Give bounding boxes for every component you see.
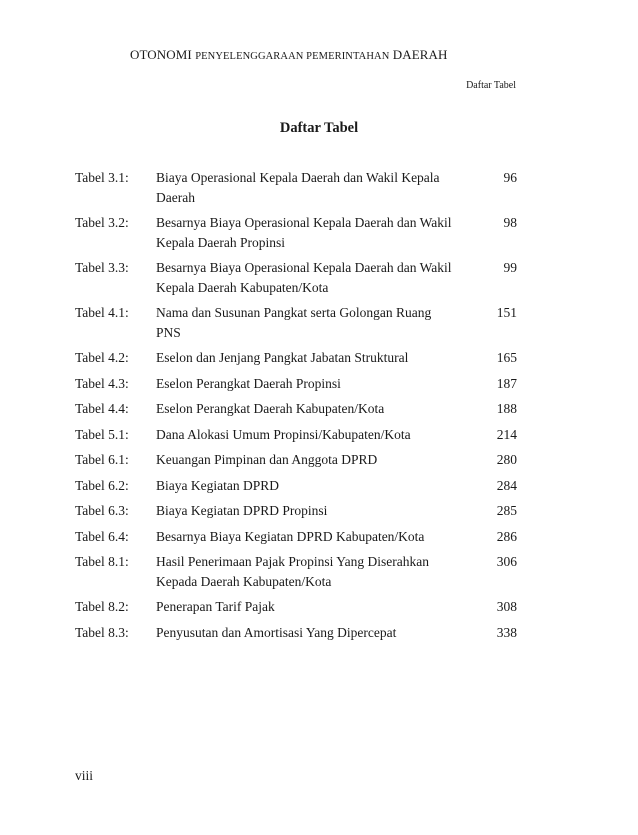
table-entry-number: Tabel 8.1: <box>75 554 129 569</box>
table-entry-number: Tabel 4.4: <box>75 401 129 416</box>
table-entry-page: 214 <box>496 426 517 442</box>
table-entry-title: Hasil Penerimaan Pajak Propinsi Yang Diserahkan Kepada Daerah Kabupaten/Kota <box>156 554 429 589</box>
table-entry-number: Tabel 3.3: <box>75 260 129 275</box>
table-entry-page: 188 <box>496 401 517 416</box>
table-entry-title: Biaya Kegiatan DPRD Propinsi <box>156 503 328 518</box>
table-entry-page: 96 <box>503 170 517 185</box>
table-entry[interactable] <box>75 303 517 342</box>
table-entry-title: Besarnya Biaya Operasional Kepala Daerah dan Wakil Kepala Daerah Propinsi <box>156 215 452 250</box>
table-entry-number: Tabel 8.3: <box>75 624 129 640</box>
table-entry[interactable] <box>75 623 517 643</box>
table-entry[interactable] <box>75 213 517 252</box>
table-entry-title: Dana Alokasi Umum Propinsi/Kabupaten/Kota <box>156 426 411 442</box>
table-entry[interactable] <box>75 168 517 207</box>
table-entry-page: 308 <box>496 599 517 614</box>
table-entry-number: Tabel 3.1: <box>75 170 129 185</box>
table-entry-page: 165 <box>496 350 517 365</box>
table-entry[interactable] <box>75 348 517 368</box>
table-entry-title: Besarnya Biaya Kegiatan DPRD Kabupaten/Kota <box>156 528 425 544</box>
table-entry-page: 306 <box>496 554 517 569</box>
table-entry-title: Eselon Perangkat Daerah Kabupaten/Kota <box>156 401 385 416</box>
table-entry-number: Tabel 4.2: <box>75 350 129 365</box>
table-entry-title: Biaya Kegiatan DPRD <box>156 477 279 493</box>
table-entry-title: Keuangan Pimpinan dan Anggota DPRD <box>156 452 378 467</box>
table-entry-number: Tabel 6.3: <box>75 503 129 518</box>
table-entry-page: 98 <box>503 215 517 230</box>
table-entry-page: 338 <box>496 624 517 640</box>
running-header-middle: PENYELENGGARAAN PEMERINTAHAN <box>195 51 390 62</box>
table-entry[interactable] <box>75 450 517 470</box>
table-entry[interactable] <box>75 597 517 617</box>
table-entry-number: Tabel 6.1: <box>75 452 129 467</box>
table-entry-title: Penyusutan dan Amortisasi Yang Dipercepat <box>156 624 397 640</box>
running-header <box>130 47 448 63</box>
table-entry[interactable] <box>75 258 517 297</box>
table-entry[interactable] <box>75 476 517 496</box>
running-header-word-daerah: DAERAH <box>392 47 448 62</box>
running-header-word-otonomi: OTONOMI <box>130 47 192 62</box>
table-entry-number: Tabel 5.1: <box>75 426 129 442</box>
table-entry[interactable] <box>75 501 517 521</box>
table-entry[interactable] <box>75 399 517 419</box>
table-entry-title: Biaya Operasional Kepala Daerah dan Wakil Kepala Daerah <box>156 170 440 205</box>
table-entry-page: 99 <box>503 260 517 275</box>
section-label: Daftar Tabel <box>466 80 516 91</box>
page-number: viii <box>75 768 94 783</box>
table-entry-page: 280 <box>496 452 517 467</box>
table-entry-number: Tabel 3.2: <box>75 215 129 230</box>
table-entry-page: 285 <box>496 503 517 518</box>
table-entry-title: Penerapan Tarif Pajak <box>156 599 275 614</box>
table-entry[interactable] <box>75 527 517 547</box>
table-entry-number: Tabel 8.2: <box>75 599 129 614</box>
table-entry-title: Eselon Perangkat Daerah Propinsi <box>156 375 341 391</box>
table-list <box>75 168 517 648</box>
table-entry-page: 284 <box>496 477 517 493</box>
table-entry-page: 286 <box>496 528 517 544</box>
table-entry-title: Besarnya Biaya Operasional Kepala Daerah dan Wakil Kepala Daerah Kabupaten/Kota <box>156 260 452 295</box>
page-title: Daftar Tabel <box>279 120 359 136</box>
table-entry-title: Eselon dan Jenjang Pangkat Jabatan Struktural <box>156 350 409 365</box>
table-entry-number: Tabel 4.3: <box>75 375 129 391</box>
table-entry-number: Tabel 4.1: <box>75 305 129 320</box>
table-entry-number: Tabel 6.2: <box>75 477 129 493</box>
table-entry-page: 187 <box>496 375 517 391</box>
table-entry[interactable] <box>75 552 517 591</box>
table-entry-page: 151 <box>496 305 517 320</box>
table-entry-number: Tabel 6.4: <box>75 528 129 544</box>
table-entry[interactable] <box>75 374 517 394</box>
table-entry-title: Nama dan Susunan Pangkat serta Golongan Ruang PNS <box>156 305 432 340</box>
table-entry[interactable] <box>75 425 517 445</box>
